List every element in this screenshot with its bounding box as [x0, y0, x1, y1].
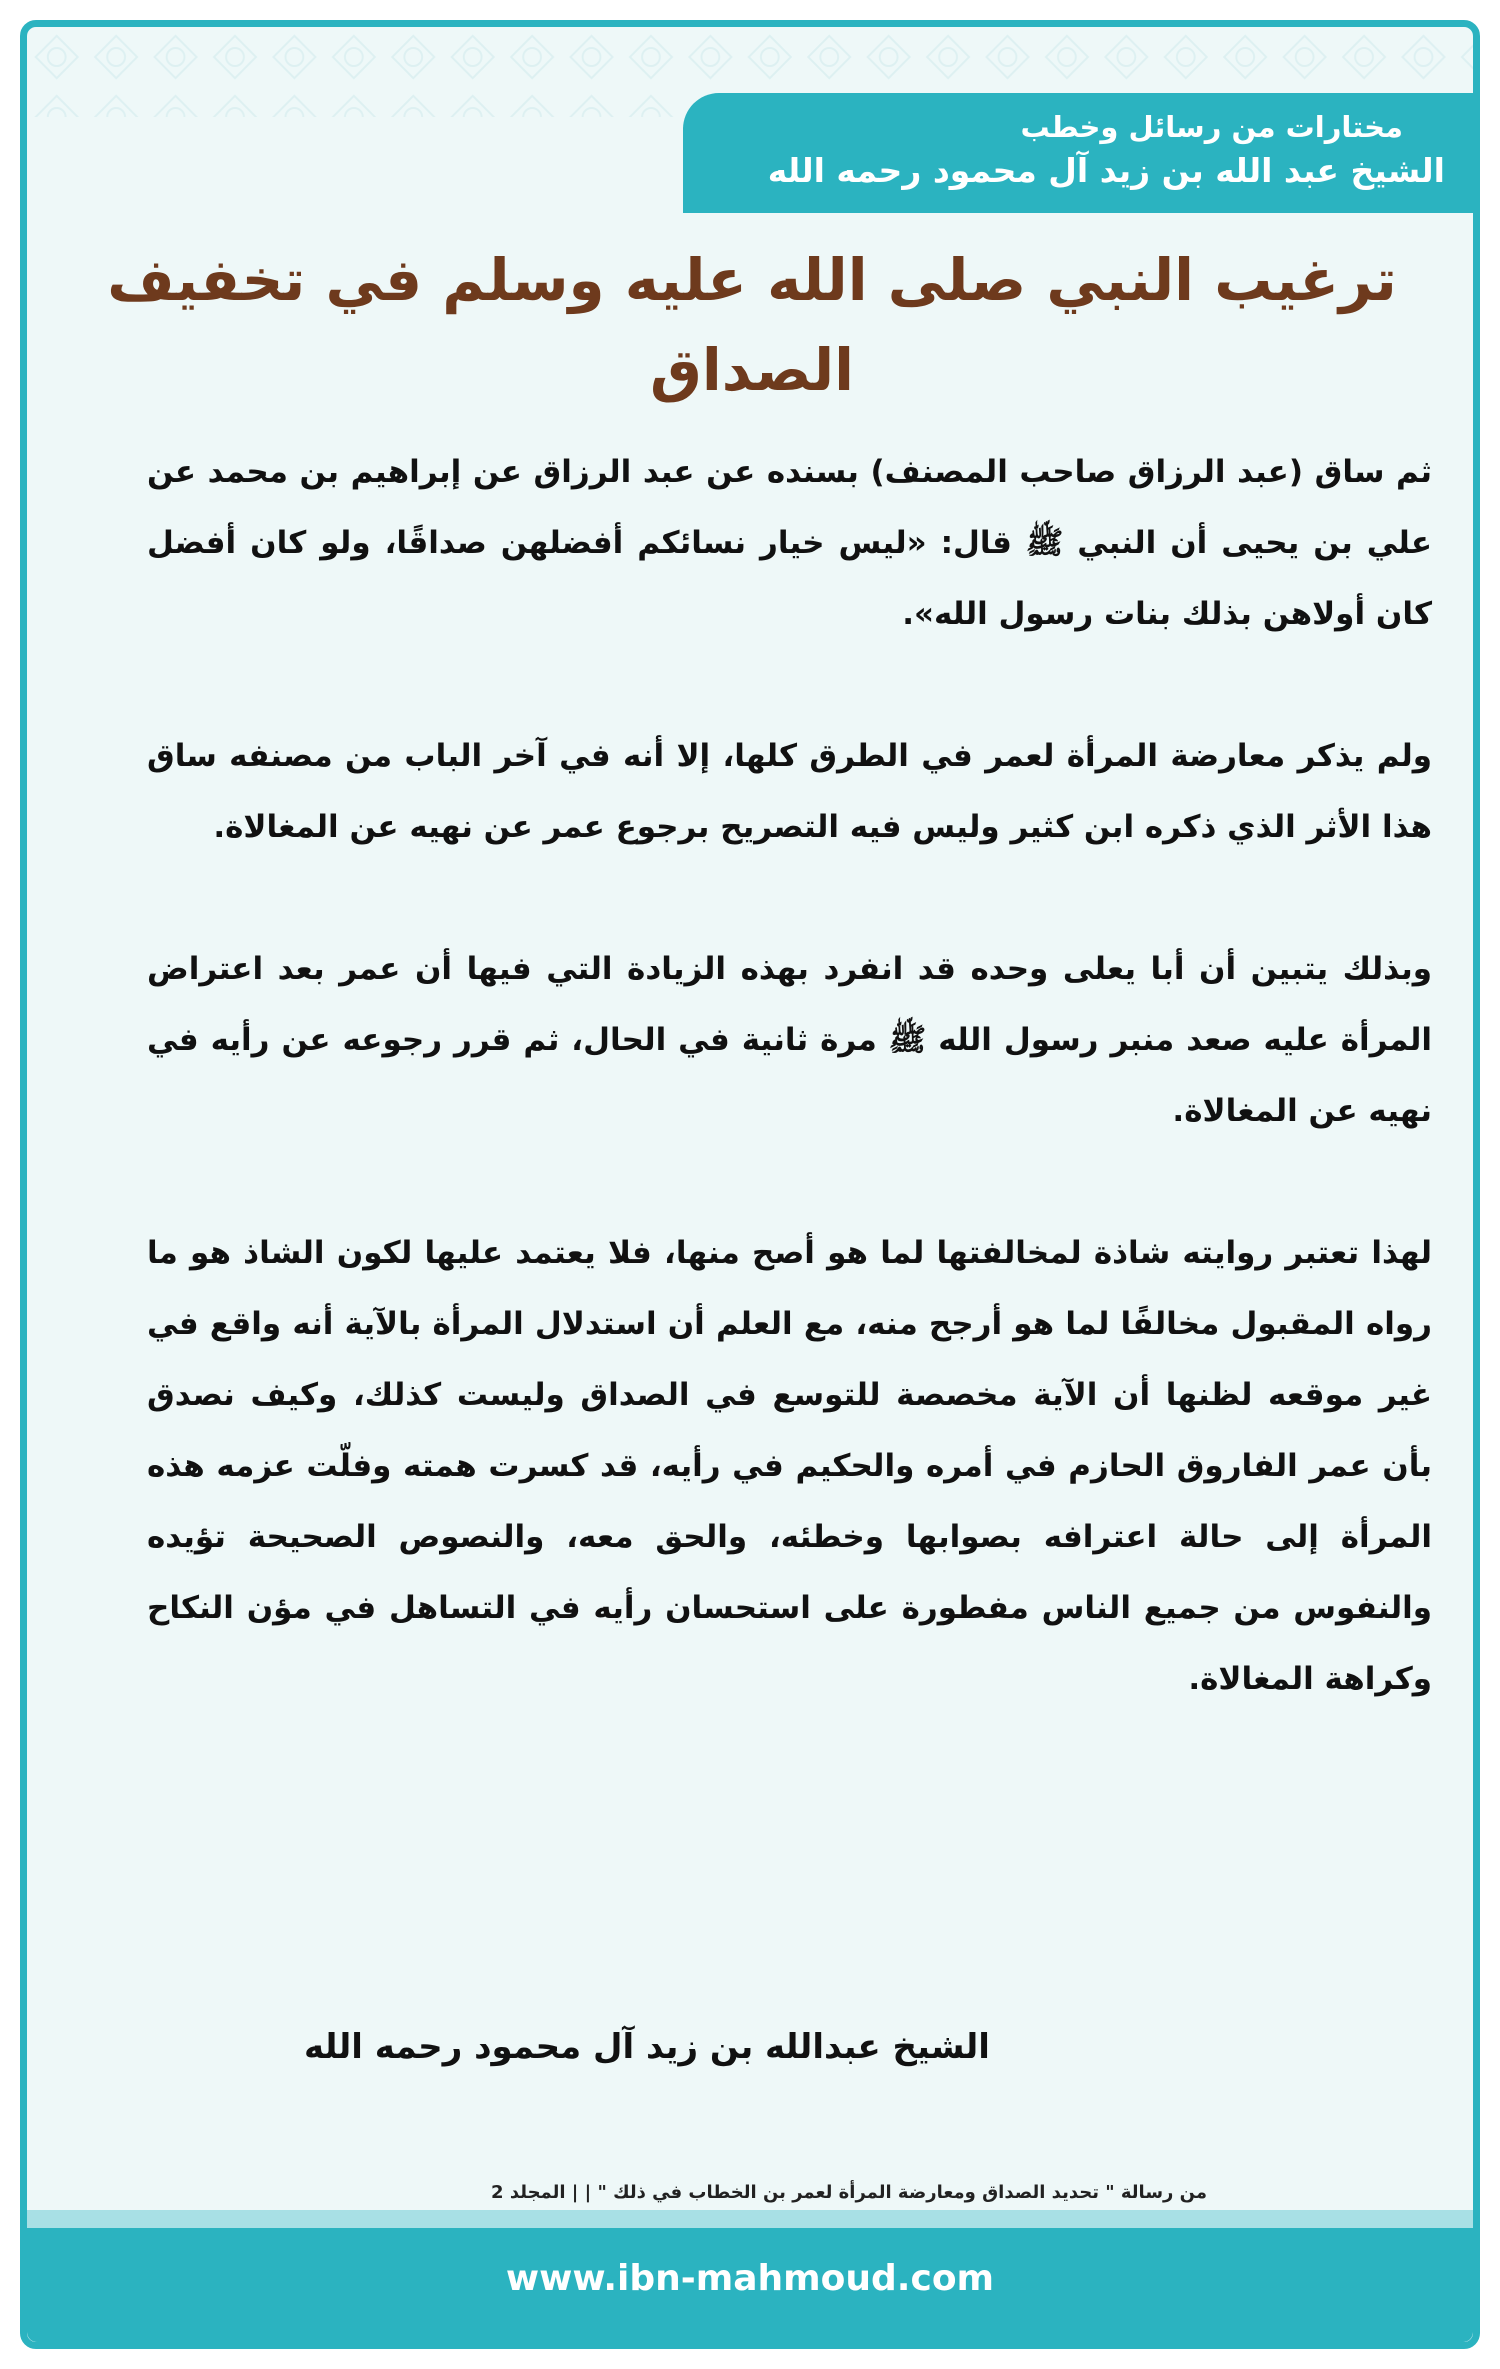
page-frame [20, 20, 1480, 2349]
paragraph-2: ولم يذكر معارضة المرأة لعمر في الطرق كلها، إلا أنه في آخر الباب من مصنفه ساق هذا الأثر الذي ذكره ابن كثير وليس فيه التصريح برجوع عمر عن نهيه عن المغالاة. [147, 738, 1432, 845]
paragraph-4: لهذا تعتبر روايته شاذة لمخالفتها لما هو أصح منها، فلا يعتمد عليها لكون الشاذ هو ما رواه المقبول مخالفًا لما هو أرجح منه، مع العلم أن استدلال المرأة بالآية أنه واقع في غير موقعه لظنها أن الآية مخصصة للتوسع في الصداق وليست كذلك، وكيف نصدق بأن عمر الفاروق الحازم في أمره والحكيم في رأيه، قد كسرت همته وفلّت عزمه هذه المرأة إلى حالة اعترافه بصوابها وخطئه، والحق معه، والنصوص الصحيحة تؤيده والنفوس من جميع الناس مفطورة على استحسان رأيه في التساهل في مؤن النكاح وكراهة المغالاة. [147, 1235, 1432, 1697]
source-note: من رسالة " تحديد الصداق ومعارضة المرأة لعمر بن الخطاب في ذلك " | | المجلد 2 [491, 2182, 1207, 2203]
article-title: ترغيب النبي صلى الله عليه وسلم في تخفيف الصداق [107, 246, 1397, 404]
footer-band [27, 2210, 1473, 2342]
header-band [683, 93, 1473, 213]
footer-strip [27, 2210, 1473, 2228]
article-body [147, 437, 1432, 1715]
paragraph-1: ثم ساق (عبد الرزاق صاحب المصنف) بسنده عن عبد الرزاق عن إبراهيم بن محمد عن علي بن يحيى أن النبي ﷺ قال: «ليس خيار نسائكم أفضلهن صداقًا، ولو كان أفضل كان أولاهن بذلك بنات رسول الله». [147, 454, 1432, 632]
website-link[interactable]: www.ibn-mahmoud.com [505, 2258, 995, 2299]
signature: الشيخ عبدالله بن زيد آل محمود رحمه الله [304, 2027, 990, 2067]
paragraph-3: وبذلك يتبين أن أبا يعلى وحده قد انفرد بهذه الزيادة التي فيها أن عمر بعد اعتراض المرأة عليه صعد منبر رسول الله ﷺ مرة ثانية في الحال، ثم قرر رجوعه عن رأيه في نهيه عن المغالاة. [147, 951, 1432, 1129]
series-title: مختارات من رسائل وخطب [1020, 110, 1403, 144]
author-name: الشيخ عبد الله بن زيد آل محمود رحمه الله [767, 151, 1445, 190]
